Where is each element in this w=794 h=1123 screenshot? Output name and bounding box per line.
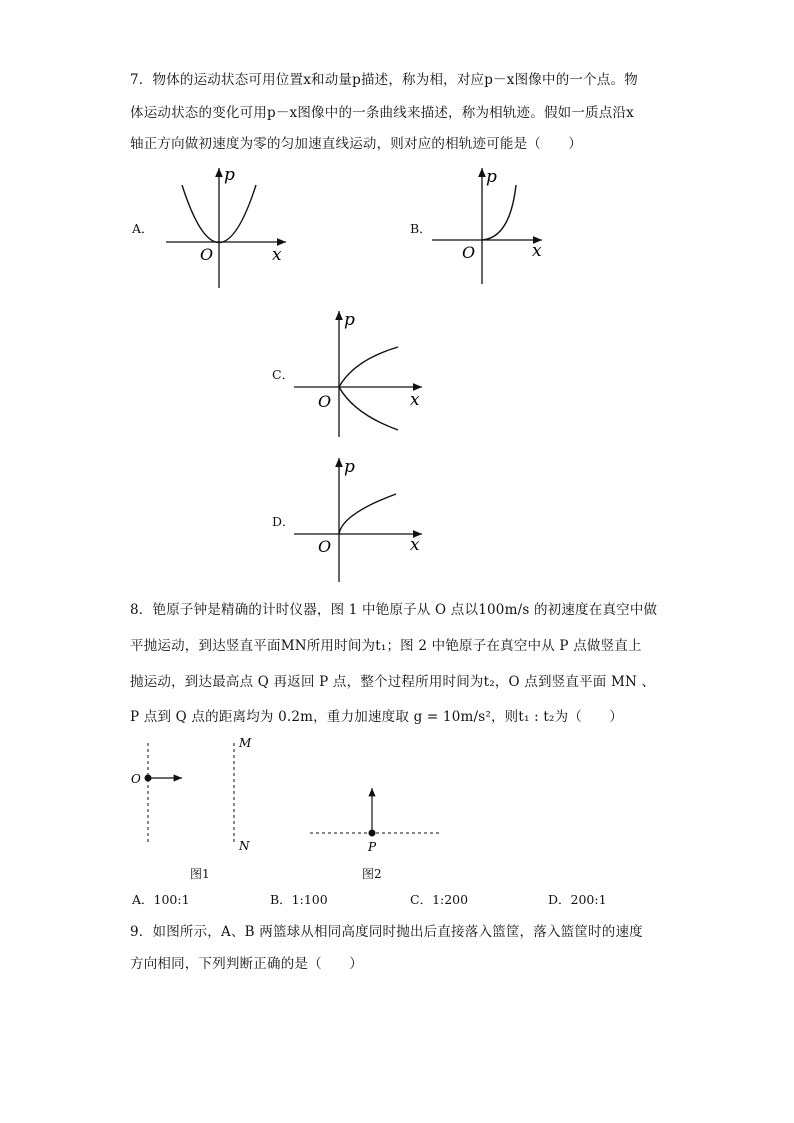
axis-label-x: x: [272, 245, 282, 265]
origin-label: O: [318, 392, 332, 411]
q7-option-a-label: A．: [132, 221, 154, 236]
origin-label: O: [200, 245, 214, 264]
axis-label-p: p: [224, 165, 235, 185]
q8-line-2: 平抛运动，到达竖直平面MN所用时间为t₁；图 2 中铯原子在真空中从 P 点做竖直上: [130, 638, 642, 654]
q8-choice-a: A．100:1: [132, 892, 190, 907]
axis-label-x: x: [532, 241, 542, 261]
point-label-o: O: [131, 772, 141, 786]
q8-choice-d: D．200:1: [548, 892, 607, 907]
q8-choice-c: C．1:200: [410, 892, 469, 907]
q8-choice-b: B．1:100: [270, 892, 328, 907]
origin-label: O: [318, 537, 332, 556]
axis-label-p: p: [344, 310, 355, 330]
plane-label-n: N: [239, 839, 250, 853]
origin-label: O: [462, 243, 476, 262]
q9-line-2: 方向相同，下列判断正确的是（ ）: [130, 956, 363, 972]
plane-label-m: M: [239, 736, 252, 750]
q7-graph-d: [290, 452, 430, 584]
q8-line-3: 抛运动，到达最高点 Q 再返回 P 点，整个过程所用时间为t₂，O 点到竖直平面 MN 、: [130, 674, 656, 690]
q7-option-d-label: D．: [272, 514, 295, 529]
q7-option-c-label: C．: [272, 367, 295, 382]
point-label-p: P: [368, 840, 377, 854]
q7-graph-c: [290, 305, 430, 440]
q7-line-3: 轴正方向做初速度为零的匀加速直线运动，则对应的相轨迹可能是（ ）: [130, 136, 583, 152]
q7-graph-a: [160, 160, 300, 290]
q7-option-b-label: B．: [410, 221, 432, 236]
q7-graph-b: [428, 160, 558, 285]
q8-line-1: 8．铯原子钟是精确的计时仪器，图 1 中铯原子从 O 点以100m/s 的初速度在真空中做: [130, 602, 658, 618]
q7-line-1: 7．物体的运动状态可用位置x和动量p描述，称为相，对应p－x图像中的一个点。物: [130, 72, 638, 88]
axis-label-x: x: [410, 535, 420, 555]
q8-figure-1: [128, 735, 268, 855]
q8-fig1-caption: 图1: [190, 867, 210, 881]
axis-label-p: p: [344, 457, 355, 477]
q9-line-1: 9．如图所示，A、B 两篮球从相同高度同时抛出后直接落入篮筐，落入篮筐时的速度: [130, 924, 643, 940]
q8-line-4: P 点到 Q 点的距离均为 0.2m，重力加速度取 g = 10m/s²，则t₁ : t₂为（ ）: [130, 709, 624, 725]
axis-label-x: x: [410, 390, 420, 410]
q8-figure-2: [305, 780, 450, 860]
q7-line-2: 体运动状态的变化可用p－x图像中的一条曲线来描述，称为相轨迹。假如一质点沿x: [130, 105, 634, 121]
axis-label-p: p: [486, 167, 497, 187]
q8-fig2-caption: 图2: [362, 867, 382, 881]
